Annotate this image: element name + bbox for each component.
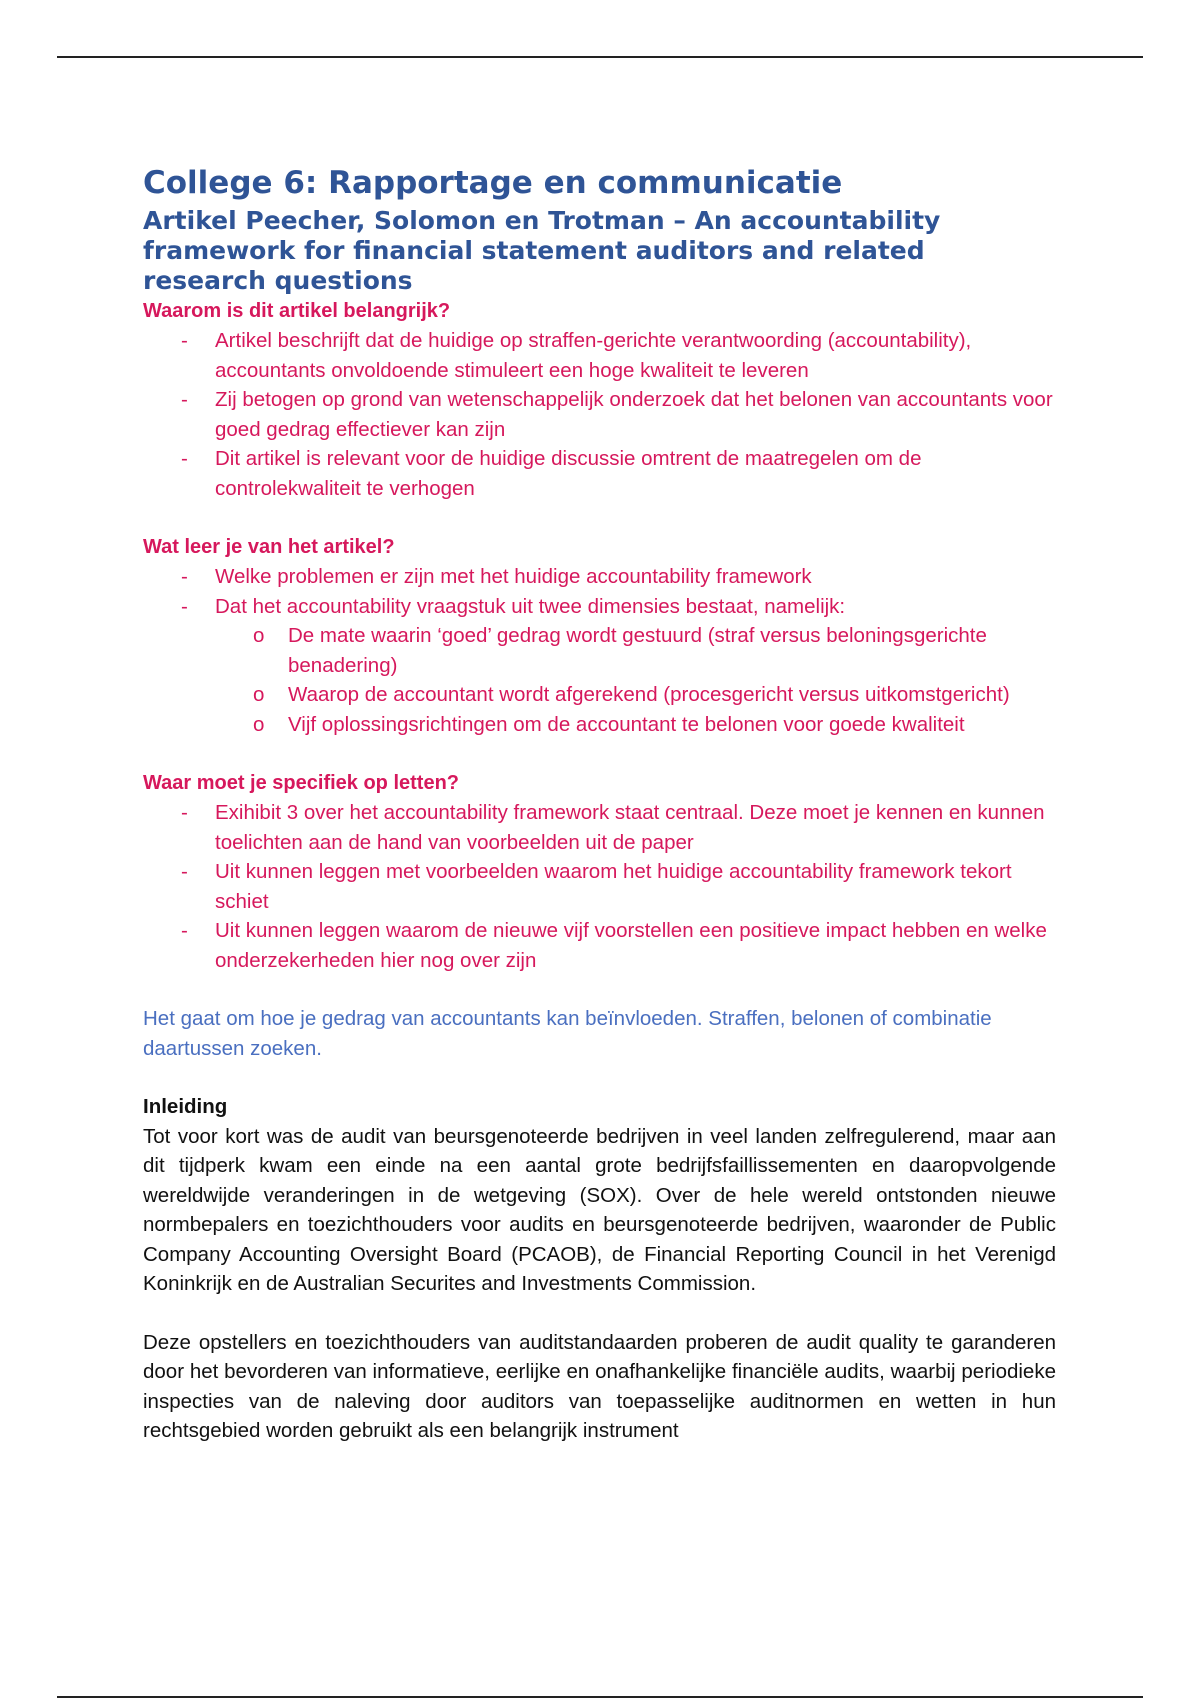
sub-list-item: o De mate waarin ‘goed’ gedrag wordt gestuurd (straf versus beloningsgerichte benadering) [143,621,1056,680]
document-body [143,162,1056,1446]
section-heading-attention: Waar moet je specifiek op letten? [143,772,460,794]
list-item: - Dat het accountability vraagstuk uit twee dimensies bestaat, namelijk: [143,592,1056,622]
attention-list [143,798,1056,975]
list-item: - Artikel beschrijft dat de huidige op straffen-gerichte verantwoording (accountability), accountants onvoldoende stimuleert een hoge kwaliteit te leveren [143,326,1056,385]
dimensions-sublist [143,621,1056,739]
list-item: - Zij betogen op grond van wetenschappelijk onderzoek dat het belonen van accountants voor goed gedrag effectiever kan zijn [143,385,1056,444]
list-item: - Dit artikel is relevant voor de huidige discussie omtrent de maatregelen om de controlekwaliteit te verhogen [143,444,1056,503]
summary-note: Het gaat om hoe je gedrag van accountants kan beïnvloeden. Straffen, belonen of combinatie daartussen zoeken. [143,1007,992,1060]
sub-list-item: o Vijf oplossingsrichtingen om de accountant te belonen voor goede kwaliteit [143,710,1056,740]
what-learn-list [143,562,1056,621]
list-item: - Welke problemen er zijn met het huidige accountability framework [143,562,1056,592]
article-subtitle: Artikel Peecher, Solomon en Trotman – An accountability framework for financial statement auditors and related research questions [143,206,941,295]
why-important-list [143,326,1056,503]
header-rule [57,56,1143,58]
intro-heading: Inleiding [143,1095,228,1118]
footer-rule [57,1696,1143,1698]
intro-paragraph: Deze opstellers en toezichthouders van auditstandaarden proberen de audit quality te garanderen door het bevorderen van informatieve, eerlijke en onafhankelijke financiële audits, waarbij periodieke inspecties van de naleving door auditors van toepasselijke auditnormen en wetten in hun rechtsgebied worden gebruikt als een belangrijk instrument [143,1330,1056,1442]
intro-paragraph: Tot voor kort was de audit van beursgenoteerde bedrijven in veel landen zelfregulerend, maar aan dit tijdperk kwam een einde na een aantal grote bedrijfsfaillissementen en daaropvolgende wereldwijde veranderingen in de wetgeving (SOX). Over de hele wereld ontstonden nieuwe normbepalers en toezichthouders voor audits en beursgenoteerde bedrijven, waaronder de Public Company Accounting Oversight Board (PCAOB), de Financial Reporting Council in het Verenigd Koninkrijk en de Australian Securites and Investments Commission. [143,1124,1056,1295]
section-heading-why-important: Waarom is dit artikel belangrijk? [143,300,451,322]
list-item: - Exihibit 3 over het accountability framework staat centraal. Deze moet je kennen en kunnen toelichten aan de hand van voorbeelden uit de paper [143,798,1056,857]
sub-list-item: o Waarop de accountant wordt afgerekend (procesgericht versus uitkomstgericht) [143,680,1056,710]
section-heading-what-learn: Wat leer je van het artikel? [143,536,395,558]
page-title: College 6: Rapportage en communicatie [143,165,843,201]
list-item: - Uit kunnen leggen met voorbeelden waarom het huidige accountability framework tekort schiet [143,857,1056,916]
list-item: - Uit kunnen leggen waarom de nieuwe vijf voorstellen een positieve impact hebben en welke onderzekerheden hier nog over zijn [143,916,1056,975]
